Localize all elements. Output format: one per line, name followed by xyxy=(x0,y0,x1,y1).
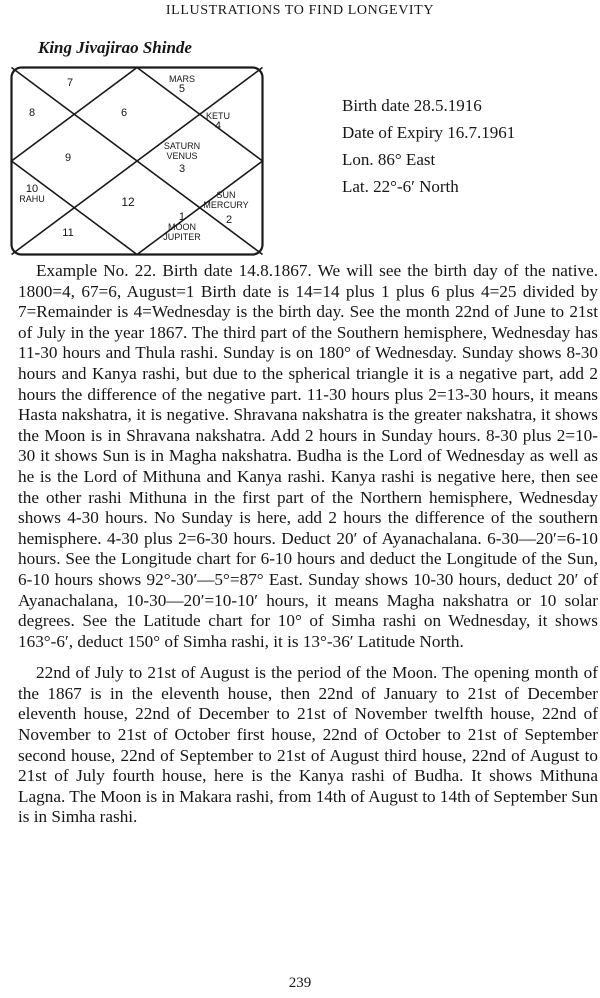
page-number: 239 xyxy=(288,975,312,991)
house-number: 2 xyxy=(225,214,233,226)
house-9 xyxy=(65,153,71,163)
planet-label: VENUS xyxy=(166,151,198,161)
horoscope-chart xyxy=(10,66,264,256)
longitude: Lon. 86° East xyxy=(342,150,436,169)
house-8 xyxy=(29,108,35,118)
house-1 xyxy=(163,212,201,242)
house-number: 3 xyxy=(178,163,186,175)
chart-grid xyxy=(10,66,264,256)
latitude: Lat. 22°-6′ North xyxy=(342,177,459,196)
house-10 xyxy=(19,184,45,204)
house-number: 6 xyxy=(120,107,128,119)
house-12 xyxy=(121,197,134,207)
house-number: 5 xyxy=(178,83,186,95)
house-6 xyxy=(121,108,127,118)
paragraph: Example No. 22. Birth date 14.8.1867. We will see the birth day of the native. 1800=4, 67=6, August=1 Birth date is 14=14 plus 1 plus 6 plus 4=25 divided by 7=Remainder is 4=Wednesday is the birth day. See the month 22nd of June to 21st of July in the year 1867. The third part of the Southern hemisphere, Wednesday has 11-30 hours and Thula rashi. Sunday is on 180° of Wednesday. Sunday shows 8-30 hours and Kanya rashi, but due to the spherical triangle it is a negative part, add 2 hours the difference of the negative part. 11-30 hours plus 2=13-30 hours, it means Hasta nakshatra, it is negative. Shravana nakshatra is the greater nakshatra, it shows the Moon is in Shravana nakshatra. Add 2 hours in Sunday hours. 8-30 plus 2=10-30 it shows Sun is in Magha nakshatra. Budha is the Lord of Wednesday as well as he is the Lord of Mithuna and Kanya rashi. Kanya rashi is negative here, then see the other rashi Mithuna in the first part of the Northern hemisphere, Wednesday shows 4-30 hours. No Sunday is here, add 2 hours the difference of the southern hemisphere. 4-30 plus 2=6-30 hours. Deduct 20′ of Ayanachalana. 6-30—20′=6-10 hours. See the Longitude chart for 6-10 hours and deduct the Longitude of the Sun, 6-10 hours shows 92°-30′—5°=87° East. Sunday shows 10-30 hours, deduct 20′ of Ayanachalana, 10-30—20′=10-10′ hours, it means Magha nakshatra or 10 solar degrees. See the Latitude chart for 10° of Simha rashi on Wednesday, it shows 163°-6′, deduct 150° of Simha rashi, it is 13°-36′ Latitude North. xyxy=(18,261,598,651)
house-2 xyxy=(226,215,232,225)
planet-label: MOON xyxy=(167,222,196,232)
house-number: 4 xyxy=(214,120,222,132)
house-4 xyxy=(206,111,230,131)
house-number: 1 xyxy=(178,211,186,223)
house-number: 7 xyxy=(66,77,74,89)
house-7 xyxy=(67,78,73,88)
planet-label: SUN xyxy=(216,190,236,200)
house-3 xyxy=(164,141,200,174)
planet-label: SATURN xyxy=(163,141,201,151)
house-number: 9 xyxy=(64,152,72,164)
house-number: 11 xyxy=(62,227,74,239)
running-header: ILLUSTRATIONS TO FIND LONGEVITY xyxy=(165,3,435,18)
planet-label: JUPITER xyxy=(163,232,201,242)
birth-info xyxy=(342,92,515,200)
house-5 xyxy=(169,74,195,94)
birth-date: Birth date 28.5.1916 xyxy=(342,96,482,115)
house-11 xyxy=(62,228,73,238)
planet-label: RAHU xyxy=(19,194,45,204)
planet-label: KETU xyxy=(205,111,231,121)
house-number: 8 xyxy=(28,107,36,119)
body-text xyxy=(18,261,598,828)
house-12-planets xyxy=(203,190,248,210)
expiry-date: Date of Expiry 16.7.1961 xyxy=(342,123,516,142)
paragraph: 22nd of July to 21st of August is the period of the Moon. The opening month of the 1867 is in the eleventh house, then 22nd of January to 21st of December eleventh house, 22nd of December to 21st of November twelfth house, 22nd of November to 21st of October first house, 22nd of October to 21st of September second house, 22nd of September to 21st of August third house, 22nd of August to 21st of July fourth house, here is the Kanya rashi of Budha. It shows Mithuna Lagna. The Moon is in Makara rashi, from 14th of August to 14th of September Sun is in Simha rashi. xyxy=(18,663,598,827)
planet-label: MARS xyxy=(168,74,196,84)
planet-label: MERCURY xyxy=(203,200,249,210)
house-number: 10 xyxy=(25,183,39,195)
house-number: 12 xyxy=(121,195,135,209)
chart-title: King Jivajirao Shinde xyxy=(38,38,192,57)
